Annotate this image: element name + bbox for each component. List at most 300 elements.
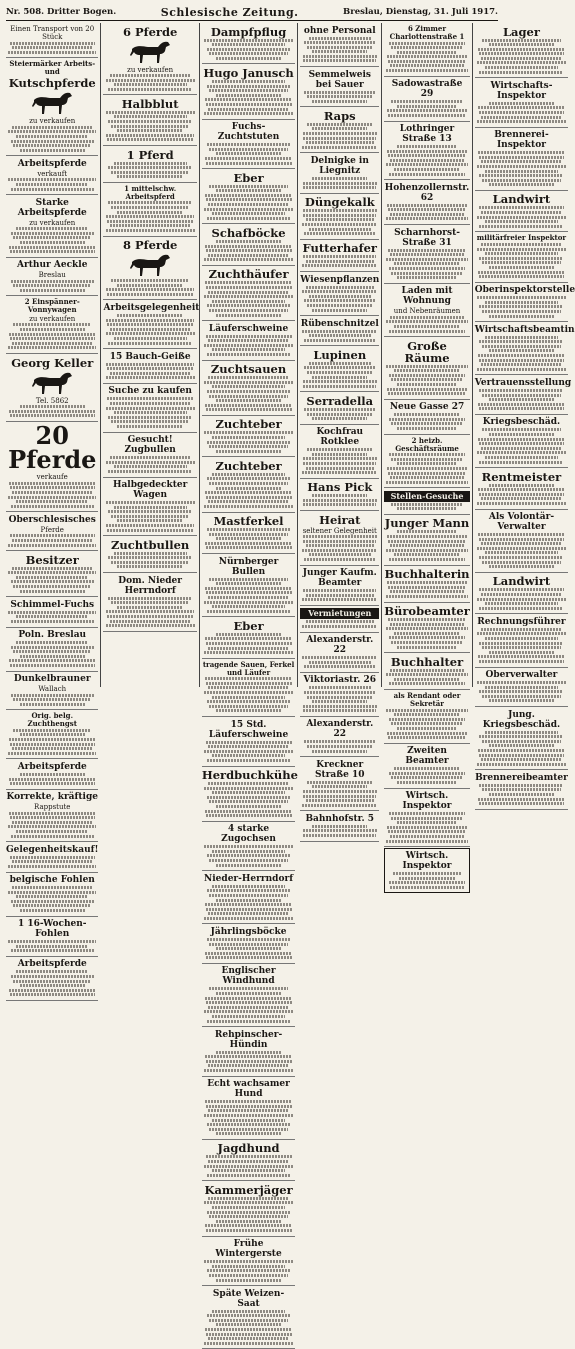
ad-body-text (209, 987, 287, 990)
ad-body-text (111, 171, 189, 174)
ad-body-text (479, 607, 563, 610)
ad-body-text (307, 304, 373, 307)
ad-body-text (212, 1169, 285, 1172)
ad-headline: Gelegenheitskauf! (6, 844, 99, 855)
ad-body-text (397, 530, 457, 533)
ad-headline: Fuchs-Zuchtstuten (217, 122, 280, 143)
ad-body-text (312, 453, 367, 456)
ad-body-text (8, 544, 96, 547)
ad-body-text (307, 95, 373, 98)
ad-body-text (477, 598, 566, 601)
ad-body-text (386, 163, 467, 166)
ad-body-text (485, 637, 558, 640)
ad-body-text (209, 705, 287, 708)
ad-body-text (302, 264, 377, 267)
ad-body-text (10, 42, 95, 45)
classified-ad (384, 566, 469, 603)
ad-body-text (12, 539, 92, 542)
ad-body-text (481, 758, 561, 761)
ad-body-text (482, 39, 560, 42)
ad-body-text (206, 1060, 292, 1063)
ad-body-text (207, 938, 291, 941)
ad-body-text (108, 470, 192, 473)
classified-ad (475, 415, 568, 468)
ad-body-text (306, 286, 374, 289)
ad-body-text (8, 611, 96, 614)
ad-body-text (478, 438, 566, 441)
classified-ad (474, 375, 572, 414)
ad-body-text (391, 46, 463, 49)
ad-body-text (312, 785, 367, 788)
ad-body-text (204, 381, 293, 384)
ad-body-text (205, 587, 293, 590)
ad-body-text (206, 546, 292, 549)
ad-body-text (216, 537, 281, 540)
ad-body-text (389, 418, 466, 421)
ad-headline: Dunkelbrauner (13, 674, 91, 685)
ad-body-text (8, 865, 96, 868)
ad-body-text (387, 826, 467, 829)
ad-body-text (389, 636, 466, 639)
ad-body-text (212, 473, 285, 476)
ad-body-text (207, 1123, 291, 1126)
ad-body-text (479, 71, 563, 74)
classified-ad (6, 512, 98, 551)
ad-body-text (208, 1109, 288, 1112)
ad-body-text (205, 542, 293, 545)
ad-body-text (302, 223, 377, 226)
ad-body-text (111, 279, 189, 282)
ad-body-text (304, 740, 375, 743)
ad-body-text (204, 505, 293, 508)
ad-body-text (479, 461, 563, 464)
ad-body-text (12, 821, 92, 824)
ad-body-text (312, 825, 367, 828)
ad-body-text (205, 194, 293, 197)
ad-body-text (397, 51, 457, 54)
ad-body-text (302, 598, 377, 601)
ad-body-text (477, 296, 566, 299)
ad-body-text (208, 1006, 288, 1009)
ad-headline: Wirtsch. Inspektor (402, 851, 452, 872)
ad-body-text (20, 149, 85, 152)
issue-date: Breslau, Dienstag, 31. Juli 1917. (343, 7, 498, 17)
ad-body-text (11, 188, 94, 191)
ad-body-text (477, 632, 566, 635)
ad-body-text (206, 956, 292, 959)
ad-headline: Als Volontär-Verwalter (488, 512, 555, 533)
ad-body-text (10, 856, 95, 859)
ad-body-text (481, 243, 561, 246)
ad-body-text (117, 314, 182, 317)
ad-body-text (478, 106, 566, 109)
ad-body-text (306, 467, 374, 470)
ad-headline: Laden mit Wohnung (401, 286, 453, 307)
ad-body-text (388, 586, 467, 589)
ad-body-text (206, 408, 292, 411)
ad-headline: Nieder-Herrndorf (204, 873, 294, 884)
ad-body-text (477, 248, 566, 251)
issue-number: Nr. 508. Dritter Bogen. (6, 7, 117, 17)
ad-body-text (114, 115, 187, 118)
ad-body-text (106, 376, 195, 379)
ad-body-text (388, 618, 467, 621)
ad-headline: Landwirt (492, 192, 551, 207)
ad-body-text (478, 271, 566, 274)
ad-body-text (386, 217, 467, 220)
ad-body-text (312, 177, 367, 180)
ad-body-text (216, 450, 281, 453)
ad-headline: Vermietungen (300, 608, 379, 619)
ad-body-text (390, 590, 464, 593)
classified-ad (384, 284, 469, 337)
ad-body-text (479, 340, 563, 343)
ad-headline: 15 Bauch-Geiße (109, 351, 191, 362)
ad-body-text (478, 533, 566, 536)
ad-body-text (10, 816, 95, 819)
ad-headline: Nürnberger Bullen (218, 556, 279, 577)
ad-body-text (207, 796, 291, 799)
ad-body-text (303, 503, 376, 506)
ad-body-text (485, 220, 558, 223)
ad-body-text (304, 558, 375, 561)
ad-body-text (212, 300, 285, 303)
ad-body-text (309, 37, 371, 40)
ad-body-text (106, 288, 194, 291)
classified-ad (202, 1140, 295, 1181)
ad-body-text (479, 257, 563, 260)
ad-body-text (397, 821, 457, 824)
ad-body-text (8, 346, 96, 349)
ad-headline: Zuchteber (215, 458, 282, 473)
ad-body-text (303, 182, 377, 185)
ad-body-text (309, 334, 371, 337)
ad-body-text (209, 395, 287, 398)
ad-headline: Dampfpflug (210, 24, 287, 39)
ad-body-text (208, 339, 288, 342)
ad-body-text (206, 335, 292, 338)
ad-body-text (389, 772, 466, 775)
ad-body-text (114, 465, 187, 468)
classified-ad (202, 964, 295, 1027)
classified-ad (6, 917, 98, 957)
ad-body-text (207, 390, 291, 393)
ad-headline: Düngekalk (304, 195, 375, 210)
ad-body-text (205, 637, 293, 640)
ad-subline: zu verkaufen (127, 65, 174, 74)
ad-body-text (304, 41, 375, 44)
ad-body-text (11, 900, 94, 903)
ad-body-text (106, 229, 195, 232)
ad-body-text (207, 1211, 291, 1214)
ad-body-text (303, 380, 377, 383)
ad-body-text (204, 651, 293, 654)
ad-subline: zu verkaufen (29, 117, 76, 126)
ad-body-text (206, 591, 292, 594)
classified-ad (6, 195, 98, 258)
classified-ad (475, 707, 568, 770)
ad-big-headline: 20 Pferde (8, 421, 97, 475)
ad-body-text (13, 698, 91, 701)
ad-body-text (479, 802, 565, 805)
ad-body-text (479, 52, 565, 55)
ad-body-text (206, 286, 292, 289)
ad-headline: Rübenschnitzel (300, 318, 379, 329)
ad-headline: Dom. Nieder Herrndorf (118, 575, 183, 596)
classified-ad (475, 232, 568, 282)
classified-ad (300, 194, 379, 240)
ad-body-text (10, 337, 95, 340)
ad-body-text (204, 344, 293, 347)
classified-ad (201, 767, 298, 822)
ad-headline: Korrekte, kräftige (6, 792, 98, 803)
ad-headline: Besitzer (25, 552, 79, 567)
ad-headline: Hans Pick (307, 480, 373, 495)
ad-body-text (309, 553, 371, 556)
ad-body-text (485, 602, 558, 605)
ad-headline: Semmelweis bei Sauer (308, 69, 371, 90)
ad-body-text (397, 383, 457, 386)
ad-column (100, 23, 198, 687)
ad-body-text (206, 1155, 292, 1158)
ad-body-text (108, 416, 192, 419)
ad-headline: Hohenzollernstr. 62 (384, 182, 470, 203)
classified-ad (202, 1286, 295, 1349)
ad-body-text (489, 433, 554, 436)
ad-body-text (207, 528, 291, 531)
ad-body-text (482, 561, 560, 564)
ad-body-text (479, 493, 565, 496)
ad-body-text (205, 903, 293, 906)
ad-body-text (216, 709, 281, 712)
ad-body-text (207, 1314, 291, 1317)
ad-body-text (111, 125, 189, 128)
ad-body-text (20, 405, 85, 408)
ad-body-text (20, 984, 85, 987)
ad-body-text (303, 705, 377, 708)
ad-body-text (212, 1310, 285, 1313)
ad-subline: Wallach (38, 685, 67, 694)
ad-body-text (303, 834, 376, 837)
ad-body-text (391, 422, 463, 425)
ad-headline: Sadowastraße 29 (391, 79, 463, 100)
ad-body-text (20, 733, 85, 736)
classified-ad (384, 653, 469, 690)
ad-body-text (479, 556, 563, 559)
ad-body-text (207, 1269, 291, 1272)
ad-body-text (489, 744, 554, 747)
ad-body-text (20, 590, 85, 593)
ad-body-text (110, 224, 190, 227)
ad-body-text (390, 476, 464, 479)
ad-headline: Orig. belg. Zuchthengst (27, 711, 77, 729)
ad-headline: Echt wachsamer Hund (207, 1079, 290, 1100)
ad-body-text (216, 992, 281, 995)
horse-illustration (128, 252, 172, 278)
ad-body-text (304, 691, 375, 694)
ad-body-text (302, 471, 377, 474)
ad-body-text (397, 462, 457, 465)
ad-body-text (204, 1010, 293, 1013)
classified-ad (475, 468, 568, 509)
classified-ad (384, 337, 469, 400)
ad-body-text (303, 132, 377, 135)
ad-body-text (489, 183, 554, 186)
ad-body-text (386, 320, 467, 323)
ad-headline: Futterhafer (302, 241, 377, 256)
classified-ad (475, 573, 568, 614)
ad-body-text (477, 216, 566, 219)
ad-headline: Arbeitspferde (17, 959, 87, 970)
horse-illustration (128, 39, 172, 65)
ad-body-text (216, 899, 281, 902)
classified-ad (103, 384, 196, 433)
classified-ad (202, 1237, 295, 1286)
ad-body-text (389, 453, 466, 456)
ad-headline: Lupinen (313, 347, 367, 362)
ad-headline: Scharnhorst-Straße 31 (394, 227, 460, 248)
ad-body-text (391, 378, 463, 381)
ad-body-text (209, 1274, 287, 1277)
ad-body-text (10, 782, 95, 785)
classified-ad (475, 78, 568, 127)
ad-headline: Jährlingsböcke (210, 926, 287, 937)
ad-headline: Arbeitspferde (17, 158, 87, 169)
ad-body-text (479, 206, 565, 209)
ad-body-text (204, 112, 293, 115)
ad-body-text (10, 486, 95, 489)
ad-headline: Jagdhund (217, 1141, 280, 1156)
ad-body-text (212, 348, 285, 351)
ad-body-text (212, 43, 285, 46)
ad-body-text (478, 798, 566, 801)
ad-body-text (11, 949, 94, 952)
classified-ad (202, 224, 295, 265)
classified-ad (6, 551, 98, 597)
ad-body-text (208, 782, 288, 785)
ad-body-text (216, 864, 281, 867)
ad-body-text (386, 69, 467, 72)
ad-body-text (489, 699, 554, 702)
ad-body-text (208, 745, 288, 748)
ad-body-text (106, 215, 194, 218)
classified-ad (384, 180, 469, 225)
ad-body-text (205, 677, 293, 680)
ad-headline: Halbblut (121, 96, 179, 111)
ad-body-text (110, 620, 190, 623)
ad-body-text (216, 1051, 281, 1054)
ad-body-text (485, 551, 558, 554)
ad-subline: seltener Gelegenheit (302, 526, 377, 535)
ad-body-text (107, 367, 193, 370)
classified-ad (103, 433, 196, 478)
ad-headline: Wirtschaftsbeamtin (474, 324, 575, 335)
ad-body-text (479, 538, 565, 541)
ad-body-text (481, 497, 561, 500)
ad-body-text (111, 420, 189, 423)
classified-ad (6, 790, 98, 843)
ad-body-text (388, 540, 467, 543)
ad-body-text (391, 641, 463, 644)
ad-body-text (205, 245, 293, 248)
ad-body-text (303, 709, 376, 712)
ad-body-text (216, 152, 281, 155)
ad-headline: 1 mittelschw. Arbeitspferd (124, 183, 177, 201)
ad-headline: Stellen-Gesuche (384, 491, 469, 502)
ad-body-text (10, 250, 95, 253)
ad-body-text (389, 682, 466, 685)
ad-body-text (478, 151, 566, 154)
classified-ad (202, 120, 295, 169)
ad-body-text (216, 487, 281, 490)
classified-ad (475, 614, 568, 667)
ad-body-text (388, 249, 467, 252)
ad-body-text (485, 301, 558, 304)
classified-ad (103, 146, 196, 183)
ad-headline: Delnigke in Liegnitz (310, 155, 369, 176)
ad-body-text (114, 552, 187, 555)
ad-body-text (394, 369, 461, 372)
ad-body-text (9, 812, 96, 815)
ad-body-text (387, 467, 467, 470)
ad-headline: Jung. Kriegsbeschäd. (482, 709, 561, 730)
ad-body-text (303, 59, 376, 62)
ad-body-text (394, 767, 461, 770)
ad-headline: Alexanderstr. 22 (306, 719, 374, 740)
ad-body-text (13, 650, 91, 653)
ad-body-text (212, 436, 285, 439)
ad-body-text (216, 189, 281, 192)
ad-body-text (11, 694, 94, 697)
classified-ad (103, 95, 196, 146)
classified-ad (6, 710, 98, 759)
ad-headline: ohne Personal (303, 25, 376, 36)
ad-body-text (388, 154, 467, 157)
ad-body-text (390, 835, 464, 838)
ad-headline: tragende Sauen, Ferkel und Läufer (202, 659, 295, 677)
ad-body-text (303, 186, 376, 189)
ad-body-text (307, 781, 373, 784)
ad-body-text (117, 129, 182, 132)
ad-body-text (8, 130, 96, 133)
ad-body-text (302, 330, 377, 333)
columns (6, 23, 575, 1309)
ad-headline: Oberschlesisches (8, 514, 96, 525)
ad-body-text (479, 305, 563, 308)
ad-body-text (481, 116, 561, 119)
ad-body-text (387, 535, 467, 538)
ad-body-text (485, 336, 558, 339)
ad-body-text (205, 281, 293, 284)
ad-body-text (479, 660, 565, 663)
ad-body-text (389, 558, 466, 561)
ad-subline: verkaufe (36, 473, 68, 482)
ad-body-text (16, 615, 88, 618)
masthead (6, 4, 498, 21)
classified-ad (6, 23, 98, 58)
classified-ad (202, 416, 295, 457)
classified-ad (384, 690, 469, 744)
ad-subline: verkauft (37, 169, 68, 178)
ad-body-text (207, 1020, 291, 1023)
ad-body-text (386, 709, 467, 712)
ad-headline: 2 Einspänner-Vonnywagen (24, 297, 80, 315)
ad-body-text (391, 776, 463, 779)
ad-body-text (12, 126, 92, 129)
ad-body-text (212, 885, 285, 888)
ad-body-text (204, 39, 293, 42)
ad-body-text (209, 148, 287, 151)
